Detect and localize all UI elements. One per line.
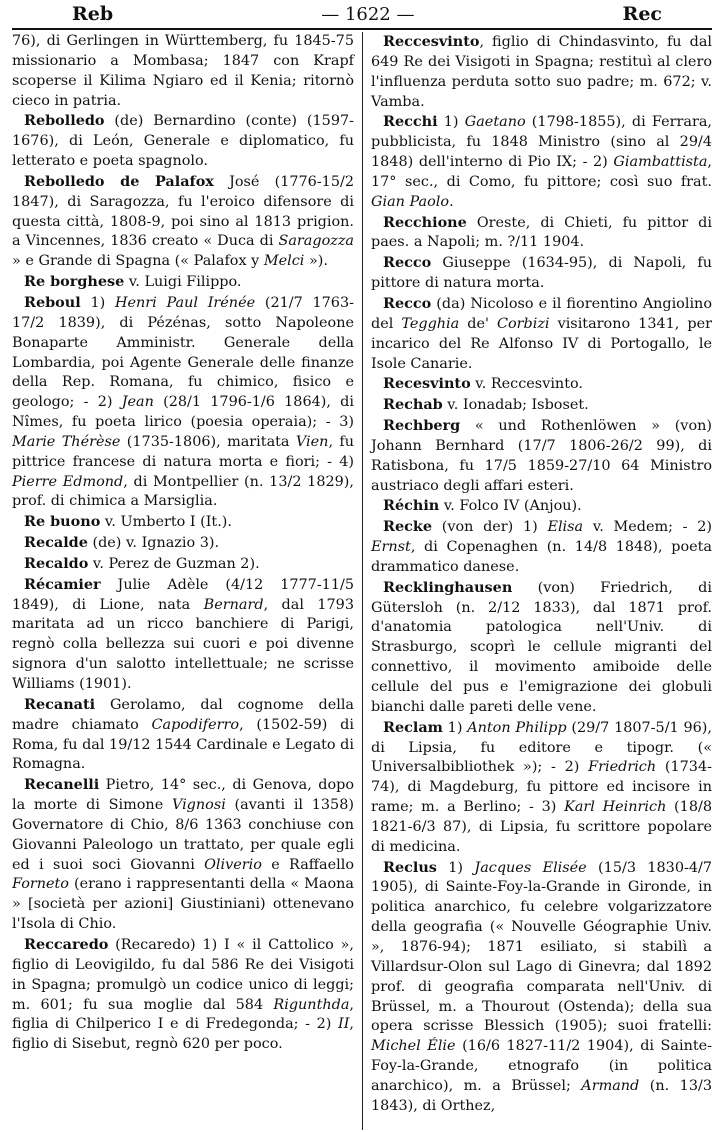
entry-text: Gerolamo, dal cognome della madre chiamato — [12, 696, 354, 733]
entry-italic-text: Elisa — [547, 519, 584, 536]
entry-text: , figlia di Chilperico I e di Fredegonda; - 2) — [12, 996, 354, 1033]
dictionary-entry — [371, 374, 712, 395]
entry-text: Julie Adèle (4/12 1777-11/5 1849), di Lione, nata — [12, 576, 354, 613]
dictionary-entry — [12, 775, 354, 935]
entry-text: (von der) 1) — [432, 519, 548, 536]
entry-text: (Recaredo) 1) I « il Cattolico », figlio di Leovigildo, fu dal 586 Re dei Visigoti in Spagna; promulgò un codice unico di leggi; m. 601; fu sua moglie dal 584 — [12, 936, 354, 1013]
dictionary-entry — [371, 294, 712, 374]
entry-italic-text: Forneto — [12, 876, 69, 893]
entry-text: (avanti il 1358) Governatore di Chio, 8/6 1363 conchiuse con Giovanni Paleologo un trattato, per quale egli ed i suoi soci Giovanni — [12, 797, 354, 873]
entry-italic-text: Rigunthda — [273, 996, 350, 1013]
entry-headword: Recco — [383, 294, 432, 312]
entry-text: (1734-74), di Magdeburg, fu pittore ed incisore in rame; m. a Berlino; - 3) — [371, 759, 712, 816]
dictionary-entry — [12, 172, 354, 272]
entry-headword: Recalde — [24, 534, 88, 552]
entry-headword: Recanelli — [24, 776, 100, 794]
entry-text: (29/7 1807-5/1 96), di Lipsia, fu editore e tipogr. (« Universalbibliothek »); - 2) — [371, 719, 712, 776]
entry-headword: Re borghese — [24, 273, 125, 291]
entry-text: (1798-1855), di Ferrara, pubblicista, fu 1848 Ministro (sino al 29/4 1848) dell'interno di Pio IX; - 2) — [371, 114, 712, 171]
entry-italic-text: Jacques Elisée — [474, 859, 587, 876]
entry-text: v. Medem; - 2) — [583, 519, 712, 536]
page-number: — 1622 — — [321, 3, 415, 25]
text-columns — [12, 32, 712, 1130]
entry-headword: Reccesvinto — [383, 33, 480, 50]
entry-text: de' — [459, 315, 497, 332]
entry-text: (21/7 1763-17/2 1839), di Pézénas, sotto Napoleone Bonaparte Amministr. Generale della Lombardia, poi Agente Generale delle finanze della Rep. Romana, fu chimico, fisico e geologo; - 2) — [12, 294, 354, 411]
entry-text: v. Ionadab; Isboset. — [442, 397, 589, 414]
entry-text: . — [449, 193, 454, 210]
entry-text: v. Umberto I (It.). — [100, 514, 232, 531]
entry-italic-text: Karl Heinrich — [564, 799, 667, 816]
entry-italic-text: Saragozza — [278, 233, 354, 250]
entry-italic-text: Henri Paul Irénée — [114, 294, 256, 311]
entry-italic-text: Friedrich — [588, 759, 657, 776]
entry-italic-text: Ernst — [371, 539, 411, 556]
entry-headword: Reccaredo — [24, 935, 109, 953]
right-column — [362, 32, 712, 1130]
entry-text: , figlio di Sisebut, regnò 620 per poco. — [12, 1016, 354, 1053]
entry-text: 1) — [442, 719, 468, 736]
entry-headword: Recklinghausen — [383, 578, 513, 596]
entry-text: , di Montpellier (n. 13/2 1829), prof. di chimica a Marsiglia. — [12, 473, 354, 510]
entry-italic-text: Tegghia — [401, 315, 460, 332]
dictionary-entry — [12, 695, 354, 775]
entry-italic-text: Oliverio — [204, 856, 262, 873]
page-header — [12, 0, 712, 30]
entry-text: »). — [304, 253, 328, 270]
entry-italic-text: II — [338, 1016, 350, 1033]
dictionary-entry — [371, 112, 712, 212]
dictionary-entry — [371, 213, 712, 254]
entry-headword: Reboul — [24, 293, 81, 311]
entry-headword: Re buono — [24, 513, 101, 531]
entry-text: » e Grande di Spagna (« Palafox y — [12, 253, 264, 270]
entry-headword: Réchin — [383, 497, 440, 515]
entry-text: (18/8 1821-6/3 87), di Lipsia, fu scrittore popolare di medicina. — [371, 799, 712, 855]
entry-italic-text: Melci — [263, 253, 305, 270]
entry-text: visitarono 1341, per incarico del Re Alfonso IV di Portogallo, le Isole Canarie. — [371, 315, 712, 372]
entry-headword: Rechab — [383, 396, 443, 414]
dictionary-entry — [12, 935, 354, 1055]
entry-italic-text: Vignosi — [171, 797, 226, 814]
entry-text: (von) Friedrich, di Gütersloh (n. 2/12 1833), dal 1871 prof. d'anatomia patologica nell'Univ. di Strasburgo, scoprì le cellule migranti del connettivo, il movimento amiboide delle cellule del pus e l'emigrazione dei globuli bianchi dalle pareti delle vene. — [371, 579, 712, 715]
entry-italic-text: Gian Paolo — [371, 193, 450, 210]
entry-text: , (1502-59) di Roma, fu dal 19/12 1544 Cardinale e Legato di Romagna. — [12, 716, 354, 773]
entry-text: « und Rothenlöwen » (von) Johann Bernhard (17/7 1806-26/2 99), di Ratisbona, fu 17/5 1859-27/10 64 Ministro austriaco degli affari esteri. — [371, 418, 712, 494]
dictionary-entry — [371, 858, 712, 1117]
entry-text: (15/3 1830-4/7 1905), di Sainte-Foy-la-Grande in Gironde, in politica anarchico, fu celebre volgarizzatore della geografia (« Nouvelle Géographie Univ. », 1876-94); 1871 esiliato, si stabilì a Villardsur-Olon sul Lago di Ginevra; dal 1892 prof. di geografia comparata nell'Univ. di Brüssel, m. a Thourout (Ostenda); della sua opera scrisse Blessich (1905); suoi fratelli: — [371, 859, 712, 1035]
entry-text: (n. 13/3 1843), di Orthez, — [371, 1077, 712, 1114]
entry-text: 1) — [436, 859, 475, 876]
entry-text: , 17° sec., di Como, fu pittore; così suo frat. — [371, 154, 712, 190]
entry-headword: Reclam — [383, 718, 443, 736]
entry-headword: Recanati — [24, 695, 96, 713]
entry-italic-text: Bernard — [203, 596, 264, 613]
dictionary-entry — [371, 517, 712, 578]
dictionary-entry — [12, 575, 354, 695]
dictionary-entry — [371, 578, 712, 718]
entry-text: Giuseppe (1634-95), di Napoli, fu pittore di natura morta. — [371, 255, 712, 292]
entry-text: 76), di Gerlingen in Württemberg, fu 1845-75 missionario a Mombasa; 1847 con Krapf scoperse il Kilima Ngiaro ed il Kenia; ritornò cieco in patria. — [12, 33, 354, 109]
entry-headword: Recesvinto — [383, 375, 471, 393]
entry-text: (16/6 1827-11/2 1904), di Sainte-Foy-la-Grande, etnografo (in politica anarchico), m. a Brüssel; — [371, 1038, 712, 1094]
entry-italic-text: Vien — [295, 433, 329, 450]
dictionary-entry — [12, 512, 354, 533]
entry-headword: Recke — [383, 518, 433, 536]
dictionary-entry — [371, 416, 712, 496]
entry-text: v. Perez de Guzman 2). — [88, 555, 260, 572]
entry-italic-text: Marie Thérèse — [12, 433, 121, 450]
dictionary-entry — [12, 533, 354, 554]
entry-text: (de) Bernardino (conte) (1597-1676), di León, Generale e diplomatico, fu letterato e poeta spagnolo. — [12, 113, 354, 170]
entry-text: 1) — [437, 114, 465, 131]
dictionary-entry — [12, 272, 354, 293]
entry-text: v. Luigi Filippo. — [124, 274, 242, 291]
entry-text: , figlio di Chindasvinto, fu dal 649 Re dei Visigoti in Spagna; restituì al clero l'influenza perduta sotto suo padre; m. 672; v. Vamba. — [371, 34, 712, 110]
entry-headword: Rechberg — [383, 417, 461, 435]
dictionary-entry — [371, 253, 712, 294]
entry-text: v. Reccesvinto. — [470, 376, 583, 393]
entry-headword: Rebolledo de Palafox — [24, 172, 214, 190]
entry-text: , di Copenaghen (n. 14/8 1848), poeta drammatico danese. — [371, 539, 712, 575]
entry-text: 1) — [80, 294, 115, 311]
header-left-guide-word: Reb — [72, 3, 114, 25]
entry-italic-text: Anton Philipp — [467, 719, 567, 736]
entry-text: (1735-1806), maritata — [120, 433, 296, 450]
entry-italic-text: Jean — [121, 394, 154, 411]
entry-text: Oreste, di Chieti, fu pittor di paes. a Napoli; m. ?/11 1904. — [371, 214, 712, 251]
entry-text: v. Folco IV (Anjou). — [439, 498, 582, 515]
entry-italic-text: Corbizi — [496, 315, 550, 332]
dictionary-entry — [12, 293, 354, 512]
header-right-guide-word: Rec — [622, 3, 662, 25]
entry-italic-text: Gaetano — [464, 114, 526, 131]
entry-text: , fu pittrice francese di natura morta e fiori; - 4) — [12, 433, 354, 470]
entry-text: e Raffaello — [261, 856, 354, 873]
entry-italic-text: Michel Élie — [371, 1038, 456, 1055]
entry-text: (erano i rappresentanti della « Maona » [società per azioni] Giustiniani) ottenevano l'Isola di Chio. — [12, 876, 354, 933]
dictionary-entry — [371, 32, 712, 112]
left-column — [12, 32, 362, 1130]
dictionary-entry — [12, 32, 354, 111]
entry-text: José (1776-15/2 1847), di Saragozza, fu l'eroico difensore di questa città, 1808-9, poi sino al 1813 prigion. a Vincennes, 1836 creato « Duca di — [12, 173, 354, 250]
entry-headword: Recchione — [383, 213, 467, 231]
entry-headword: Reclus — [383, 858, 437, 876]
entry-text: (28/1 1796-1/6 1864), di Nîmes, fu poeta lirico (poesia operaia); - 3) — [12, 394, 354, 431]
dictionary-entry — [12, 111, 354, 172]
dictionary-entry — [371, 718, 712, 858]
entry-italic-text: Pierre Edmond — [12, 473, 124, 490]
entry-headword: Recaldo — [24, 554, 89, 572]
entry-headword: Recco — [383, 254, 432, 272]
entry-text: Pietro, 14° sec., di Genova, dopo la morte di Simone — [12, 777, 354, 814]
dictionary-entry — [12, 554, 354, 575]
entry-italic-text: Armand — [581, 1077, 640, 1094]
entry-headword: Recchi — [383, 113, 438, 131]
dictionary-entry — [371, 496, 712, 517]
entry-italic-text: Giambattista — [613, 154, 708, 171]
entry-headword: Rebolledo — [24, 112, 105, 130]
entry-text: (de) v. Ignazio 3). — [87, 535, 220, 552]
dictionary-entry — [371, 395, 712, 416]
entry-headword: Récamier — [24, 575, 101, 593]
entry-text: , dal 1793 maritata ad un ricco banchiere di Parigi, regnò colla bellezza sui cuori e poi divenne signora d'un salotto intellettuale; ne scrisse Williams (1901). — [12, 596, 354, 692]
entry-italic-text: Capodiferro — [151, 716, 240, 733]
entry-text: (da) Nicoloso e il fiorentino Angiolino del — [371, 295, 712, 332]
